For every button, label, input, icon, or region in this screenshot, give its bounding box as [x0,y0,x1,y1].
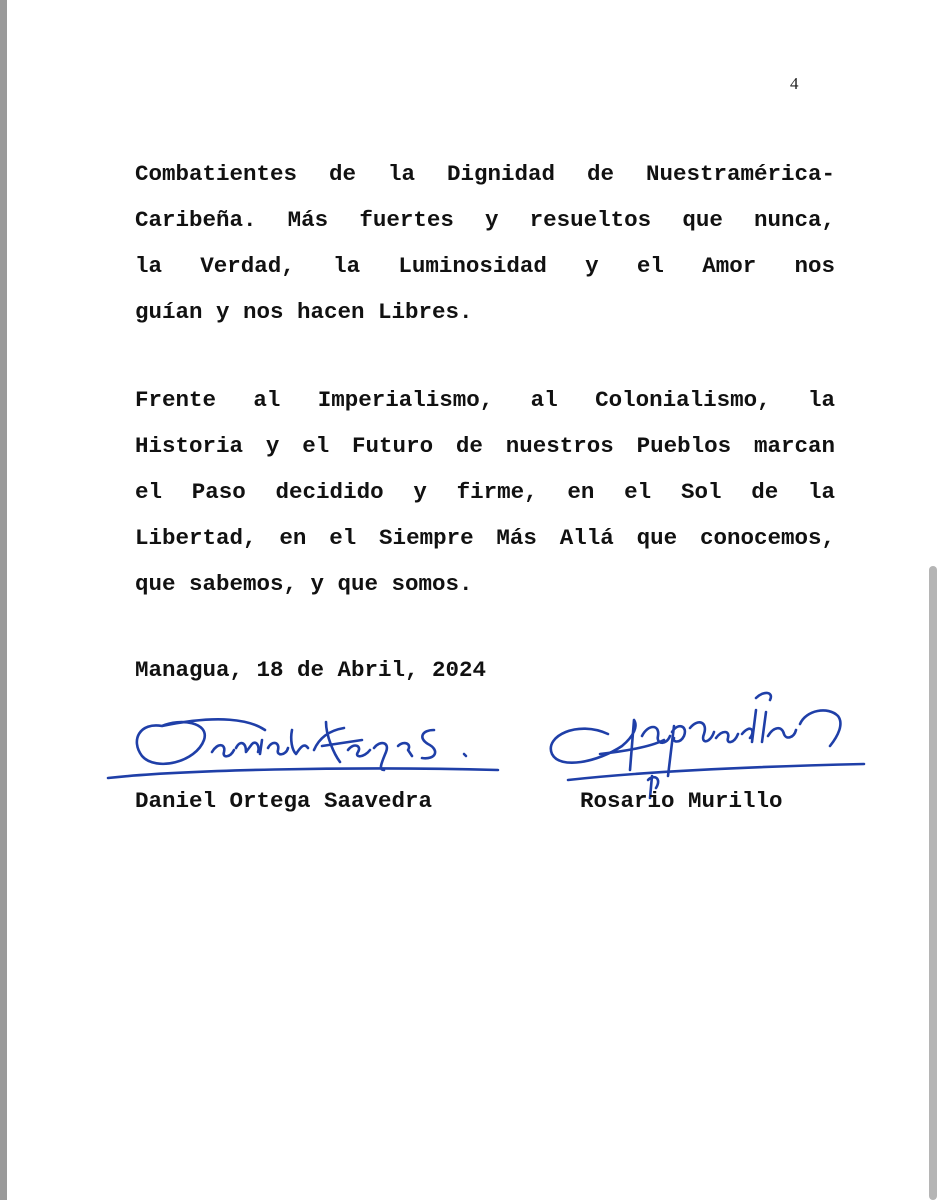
paragraph-line: Libertad, en el Siempre Más Allá que conocemos, [135,525,835,551]
signatory-name-daniel: Daniel Ortega Saavedra [135,788,433,814]
signature-rosario-murillo [538,680,878,805]
paragraph-line: que sabemos, y que somos. [135,571,473,597]
date-text: Managua, 18 de Abril, 2024 [135,657,487,683]
paragraph-2 [135,377,835,607]
paragraph-line: la Verdad, la Luminosidad y el Amor nos [135,253,835,279]
scrollbar-thumb[interactable] [929,566,937,1200]
signature-daniel-ortega [100,700,510,790]
paragraph-line: Historia y el Futuro de nuestros Pueblos marcan [135,433,835,459]
paragraph-line: el Paso decidido y firme, en el Sol de la [135,479,835,505]
paragraph-line: Frente al Imperialismo, al Colonialismo, la [135,387,835,413]
viewer-left-border [0,0,7,1200]
page-number: 4 [790,74,799,93]
paragraph-line: Combatientes de la Dignidad de Nuestramérica- [135,161,835,187]
signatory-name-rosario: Rosario Murillo [580,788,783,814]
paragraph-1 [135,151,835,335]
paragraph-line: guían y nos hacen Libres. [135,299,473,325]
paragraph-line: Caribeña. Más fuertes y resueltos que nunca, [135,207,835,233]
